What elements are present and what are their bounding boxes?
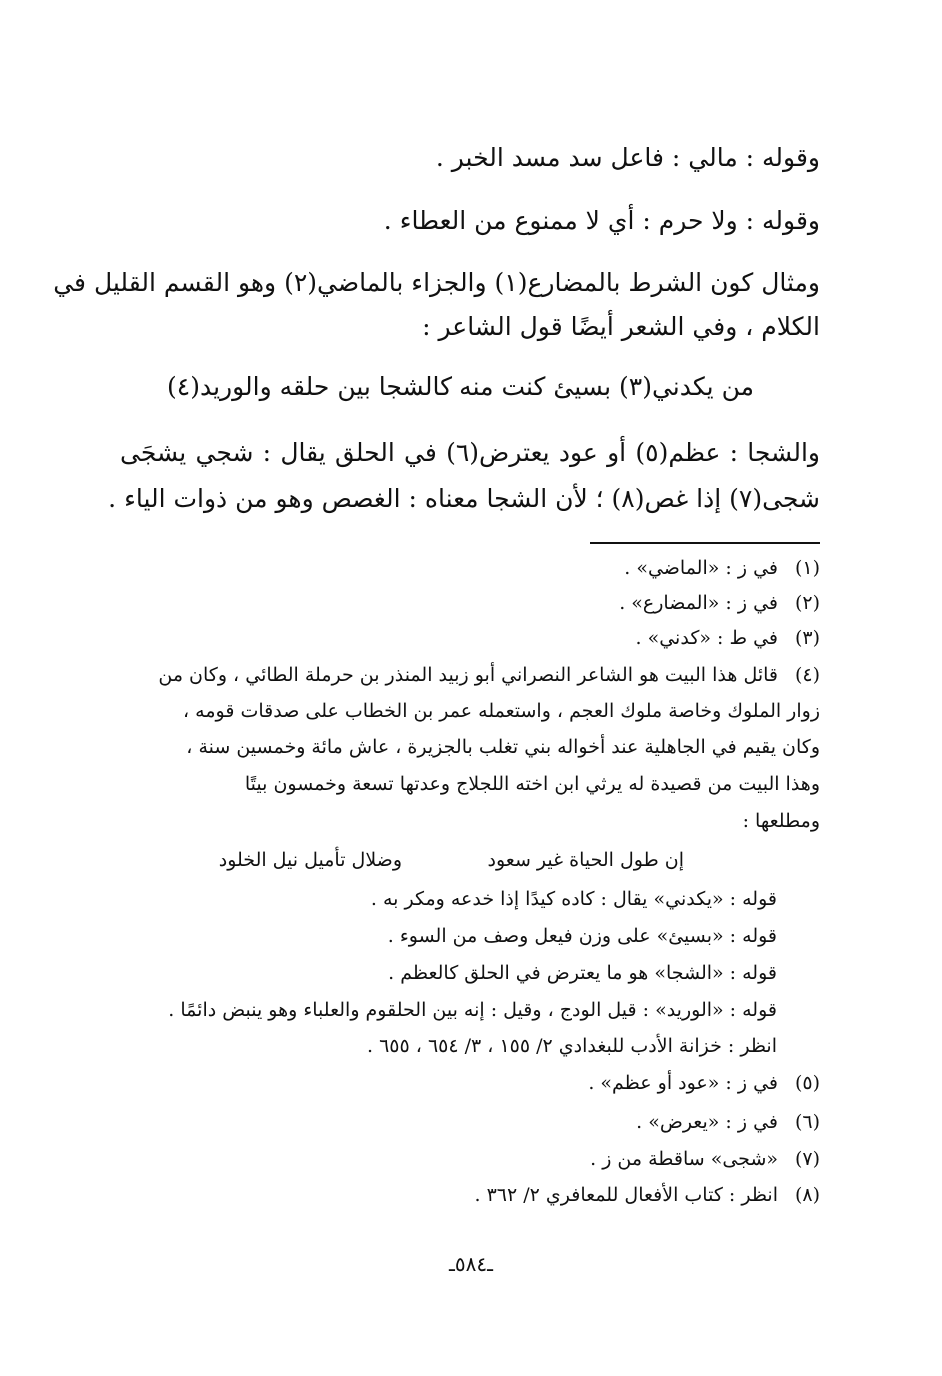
footnote-1-text: في ز : «الماضي» . [624,557,778,579]
footnote-3-text: في ط : «كدني» . [635,627,778,649]
body-line-5: والشجا : عظم(٥) أو عود يعترض(٦) في الحلق يقال : شجي يشجَى [120,438,820,467]
footnote-4-verse-first-hemistich: إن طول الحياة غير سعود [487,849,684,871]
footnote-7-text: «شجى» ساقطة من ز . [590,1148,778,1170]
footnote-4-number: (٤) [794,664,820,686]
footnote-2-number: (٢) [794,592,820,614]
footnote-4-text-line-1: قائل هذا البيت هو الشاعر النصراني أبو زبيد المنذر بن حرملة الطائي ، وكان من [158,664,778,686]
body-line-3: ومثال كون الشرط بالمضارع(١) والجزاء بالماضي(٢) وهو القسم القليل في [53,268,820,297]
verse-second-hemistich: كالشجا بين حلقه والوريد(٤) [166,372,452,401]
verse-first-hemistich: من يكدني(٣) بسيئ كنت منه [459,372,754,401]
footnote-3 [636,627,820,649]
footnote-4-verse-second-hemistich: وضلال تأميل نيل الخلود [218,849,402,871]
footnote-8-number: (٨) [794,1184,820,1206]
footnote-6 [636,1111,820,1133]
body-line-1: وقوله : مالي : فاعل سد مسد الخبر . [435,143,820,172]
footnote-4-gloss-3: قوله : «الشجا» هو ما يعترض في الحلق كالعظم . [388,962,777,984]
footnote-6-number: (٦) [794,1111,820,1133]
footnote-2-text: في ز : «المضارع» . [619,592,778,614]
footnote-4-reference: انظر : خزانة الأدب للبغدادي ٢/ ١٥٥ ، ٣/ ٦٥٤ ، ٦٥٥ . [367,1035,777,1057]
footnote-4-gloss-4: قوله : «الوريد» : قيل الودج ، وقيل : إنه بين الحلقوم والعلباء وهو ينبض دائمًا . [168,999,777,1021]
footnote-4-text-line-3: وكان يقيم في الجاهلية عند أخواله بني تغلب بالجزيرة ، عاش مائة وخمسين سنة ، [186,736,820,758]
footnote-4-text-line-2: زوار الملوك وخاصة ملوك العجم ، واستعمله عمر بن الخطاب على صدقات قومه ، [183,700,820,722]
body-line-2: وقوله : ولا حرم : أي لا ممنوع من العطاء . [383,206,820,235]
body-line-4: الكلام ، وفي الشعر أيضًا قول الشاعر : [422,312,820,341]
footnote-4-gloss-1: قوله : «يكدني» يقال : كاده كيدًا إذا خدعه ومكر به . [370,888,777,910]
footnote-7-number: (٧) [794,1148,820,1170]
page-number: ـ٥٨٤ـ [449,1252,493,1276]
footnote-4-first-line [158,664,820,686]
footnote-2 [619,592,820,614]
footnote-7 [590,1148,820,1170]
footnote-4-text-line-4: وهذا البيت من قصيدة له يرثي ابن اخته اللجلاج وعدتها تسعة وخمسون بيتًا [244,773,820,795]
footnote-5-number: (٥) [794,1072,820,1094]
footnote-4-text-line-5: ومطلعها : [742,810,820,832]
footnote-8 [475,1184,821,1206]
body-line-6: شجى(٧) إذا غص(٨) ؛ لأن الشجا معناه : الغصص وهو من ذوات الياء . [108,484,820,513]
footnote-4-gloss-2: قوله : «بسيئ» على وزن فيعل وصف من السوء . [387,925,777,947]
footnote-8-text: انظر : كتاب الأفعال للمعافري ٢/ ٣٦٢ . [474,1184,778,1206]
footnote-1 [624,557,820,579]
footnote-separator [590,542,820,544]
footnote-6-text: في ز : «يعرض» . [636,1111,778,1133]
footnote-5-text: في ز : «عود أو عظم» . [588,1072,778,1094]
footnote-5 [588,1072,820,1094]
footnote-3-number: (٣) [794,627,820,649]
footnote-1-number: (١) [794,557,820,579]
